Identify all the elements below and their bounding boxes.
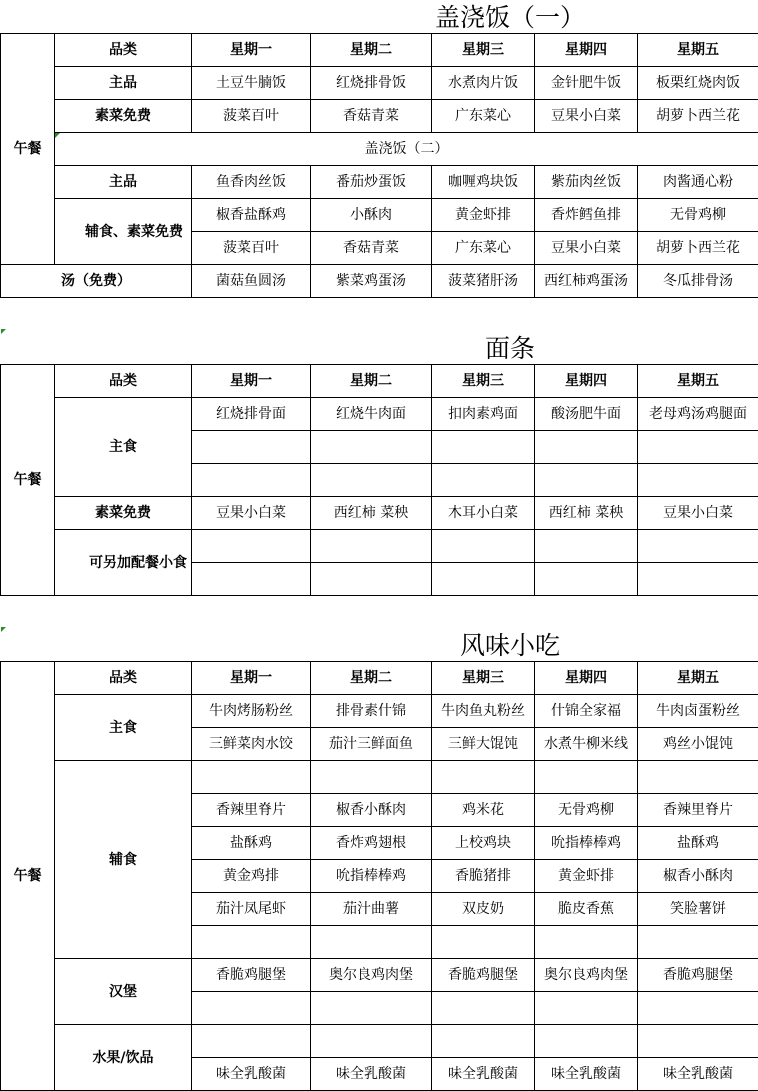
- menu-cell: 味全乳酸菌: [535, 1058, 638, 1091]
- menu-cell: 香脆鸡腿堡: [638, 959, 758, 992]
- section1-table: [0, 33, 758, 265]
- category-label: 主食: [55, 695, 192, 761]
- lunch-label: 午餐: [1, 365, 55, 596]
- category-label: 辅食: [55, 761, 192, 959]
- category-label: 素菜免费: [55, 497, 192, 530]
- section3-table: [0, 661, 758, 1091]
- menu-cell: 菌菇鱼圆汤: [192, 265, 311, 298]
- header-monday: 星期一: [192, 662, 311, 695]
- empty-cell: [192, 563, 311, 596]
- menu-cell: 无骨鸡柳: [535, 794, 638, 827]
- empty-cell: [535, 926, 638, 959]
- menu-cell: 味全乳酸菌: [432, 1058, 535, 1091]
- menu-cell: 胡萝卜西兰花: [638, 100, 758, 133]
- category-label: 汉堡: [55, 959, 192, 1025]
- header-thursday: 星期四: [535, 662, 638, 695]
- empty-cell: [432, 1025, 535, 1058]
- menu-cell: 金针肥牛饭: [535, 67, 638, 100]
- empty-cell: [535, 530, 638, 563]
- empty-cell: [192, 431, 311, 464]
- menu-cell: 吮指棒棒鸡: [535, 827, 638, 860]
- empty-cell: [432, 761, 535, 794]
- menu-cell: 老母鸡汤鸡腿面: [638, 398, 758, 431]
- menu-cell: 豆果小白菜: [535, 100, 638, 133]
- category-label: 汤（免费）: [1, 265, 192, 298]
- section2-title: 面条: [0, 335, 758, 363]
- empty-cell: [638, 563, 758, 596]
- menu-cell: 紫菜鸡蛋汤: [311, 265, 432, 298]
- lunch-label: 午餐: [1, 34, 55, 265]
- menu-cell: 吮指棒棒鸡: [311, 860, 432, 893]
- header-friday: 星期五: [638, 34, 758, 67]
- category-label: 主品: [55, 166, 192, 199]
- menu-cell: 板栗红烧肉饭: [638, 67, 758, 100]
- menu-cell: 香脆猪排: [432, 860, 535, 893]
- menu-cell: 香脆鸡腿堡: [432, 959, 535, 992]
- empty-cell: [432, 464, 535, 497]
- menu-cell: 香辣里脊片: [192, 794, 311, 827]
- menu-cell: 茄汁三鲜面鱼: [311, 728, 432, 761]
- menu-cell: 鸡丝小馄饨: [638, 728, 758, 761]
- empty-cell: [638, 926, 758, 959]
- section3-title: 风味小吃: [0, 632, 758, 660]
- menu-cell: 无骨鸡柳: [638, 199, 758, 232]
- menu-cell: 茄汁凤尾虾: [192, 893, 311, 926]
- empty-cell: [638, 431, 758, 464]
- header-category: 品类: [55, 34, 192, 67]
- menu-cell: 菠菜百叶: [192, 100, 311, 133]
- header-tuesday: 星期二: [311, 34, 432, 67]
- empty-cell: [432, 992, 535, 1025]
- menu-cell: 番茄炒蛋饭: [311, 166, 432, 199]
- header-tuesday: 星期二: [311, 365, 432, 398]
- menu-cell: 水煮肉片饭: [432, 67, 535, 100]
- menu-cell: 肉酱通心粉: [638, 166, 758, 199]
- menu-cell: 双皮奶: [432, 893, 535, 926]
- empty-cell: [311, 1025, 432, 1058]
- menu-cell: 香脆鸡腿堡: [192, 959, 311, 992]
- empty-cell: [535, 1025, 638, 1058]
- menu-cell: 西红柿 菜秧: [311, 497, 432, 530]
- empty-cell: [192, 761, 311, 794]
- menu-cell: 上校鸡块: [432, 827, 535, 860]
- menu-cell: 红烧排骨面: [192, 398, 311, 431]
- empty-cell: [192, 992, 311, 1025]
- menu-cell: 牛肉卤蛋粉丝: [638, 695, 758, 728]
- header-thursday: 星期四: [535, 34, 638, 67]
- header-category: 品类: [55, 662, 192, 695]
- menu-cell: 盐酥鸡: [638, 827, 758, 860]
- empty-cell: [192, 464, 311, 497]
- header-wednesday: 星期三: [432, 365, 535, 398]
- menu-cell: 味全乳酸菌: [638, 1058, 758, 1091]
- empty-cell: [311, 761, 432, 794]
- empty-cell: [535, 761, 638, 794]
- menu-cell: 香炸鳕鱼排: [535, 199, 638, 232]
- category-label: 辅食、素菜免费: [55, 199, 192, 265]
- cell-marker: [1, 329, 6, 334]
- section1-title: 盖浇饭（一）: [0, 4, 758, 32]
- menu-cell: 菠菜百叶: [192, 232, 311, 265]
- menu-cell: 牛肉鱼丸粉丝: [432, 695, 535, 728]
- empty-cell: [535, 431, 638, 464]
- section1-subtitle: 盖浇饭（二）: [55, 133, 758, 166]
- empty-cell: [432, 431, 535, 464]
- menu-cell: 菠菜猪肝汤: [432, 265, 535, 298]
- empty-cell: [432, 563, 535, 596]
- menu-cell: 奥尔良鸡肉堡: [311, 959, 432, 992]
- header-monday: 星期一: [192, 34, 311, 67]
- menu-cell: 西红柿 菜秧: [535, 497, 638, 530]
- section1-soup-table: [0, 264, 758, 298]
- section2-table: [0, 364, 758, 596]
- header-friday: 星期五: [638, 365, 758, 398]
- menu-cell: 豆果小白菜: [192, 497, 311, 530]
- menu-cell: 豆果小白菜: [535, 232, 638, 265]
- empty-cell: [311, 563, 432, 596]
- empty-cell: [192, 1025, 311, 1058]
- menu-cell: 味全乳酸菌: [311, 1058, 432, 1091]
- category-label: 主食: [55, 398, 192, 497]
- menu-cell: 黄金虾排: [535, 860, 638, 893]
- empty-cell: [535, 992, 638, 1025]
- empty-cell: [638, 992, 758, 1025]
- menu-cell: 紫茄肉丝饭: [535, 166, 638, 199]
- menu-cell: 黄金鸡排: [192, 860, 311, 893]
- menu-cell: 椒香盐酥鸡: [192, 199, 311, 232]
- menu-cell: 鸡米花: [432, 794, 535, 827]
- empty-cell: [192, 926, 311, 959]
- menu-cell: 土豆牛腩饭: [192, 67, 311, 100]
- menu-cell: 水煮牛柳米线: [535, 728, 638, 761]
- header-category: 品类: [55, 365, 192, 398]
- menu-cell: 牛肉烤肠粉丝: [192, 695, 311, 728]
- menu-cell: 排骨素什锦: [311, 695, 432, 728]
- menu-cell: 广东菜心: [432, 232, 535, 265]
- category-label: 水果/饮品: [55, 1025, 192, 1091]
- empty-cell: [638, 1025, 758, 1058]
- menu-cell: 香菇青菜: [311, 232, 432, 265]
- empty-cell: [311, 464, 432, 497]
- menu-cell: 盐酥鸡: [192, 827, 311, 860]
- menu-cell: 广东菜心: [432, 100, 535, 133]
- empty-cell: [311, 926, 432, 959]
- menu-cell: 红烧牛肉面: [311, 398, 432, 431]
- menu-cell: 木耳小白菜: [432, 497, 535, 530]
- lunch-label: 午餐: [1, 662, 55, 1091]
- menu-cell: 小酥肉: [311, 199, 432, 232]
- empty-cell: [311, 530, 432, 563]
- menu-cell: 香炸鸡翅根: [311, 827, 432, 860]
- empty-cell: [638, 761, 758, 794]
- header-thursday: 星期四: [535, 365, 638, 398]
- cell-marker: [55, 133, 60, 138]
- menu-cell: 三鲜大馄饨: [432, 728, 535, 761]
- menu-cell: 香辣里脊片: [638, 794, 758, 827]
- menu-cell: 味全乳酸菌: [192, 1058, 311, 1091]
- empty-cell: [535, 464, 638, 497]
- empty-cell: [638, 464, 758, 497]
- header-tuesday: 星期二: [311, 662, 432, 695]
- menu-cell: 椒香小酥肉: [638, 860, 758, 893]
- menu-cell: 冬瓜排骨汤: [638, 265, 758, 298]
- empty-cell: [638, 530, 758, 563]
- header-monday: 星期一: [192, 365, 311, 398]
- category-label: 素菜免费: [55, 100, 192, 133]
- menu-cell: 鱼香肉丝饭: [192, 166, 311, 199]
- menu-cell: 香菇青菜: [311, 100, 432, 133]
- header-wednesday: 星期三: [432, 662, 535, 695]
- empty-cell: [311, 992, 432, 1025]
- menu-cell: 什锦全家福: [535, 695, 638, 728]
- empty-cell: [432, 926, 535, 959]
- menu-cell: 扣肉素鸡面: [432, 398, 535, 431]
- menu-cell: 咖喱鸡块饭: [432, 166, 535, 199]
- menu-cell: 奥尔良鸡肉堡: [535, 959, 638, 992]
- empty-cell: [192, 530, 311, 563]
- menu-cell: 椒香小酥肉: [311, 794, 432, 827]
- category-label: 可另加配餐小食: [55, 530, 192, 596]
- empty-cell: [535, 563, 638, 596]
- menu-cell: 脆皮香蕉: [535, 893, 638, 926]
- menu-cell: 酸汤肥牛面: [535, 398, 638, 431]
- menu-cell: 三鲜菜肉水饺: [192, 728, 311, 761]
- menu-cell: 西红柿鸡蛋汤: [535, 265, 638, 298]
- menu-cell: 红烧排骨饭: [311, 67, 432, 100]
- category-label: 主品: [55, 67, 192, 100]
- menu-cell: 笑脸薯饼: [638, 893, 758, 926]
- menu-cell: 豆果小白菜: [638, 497, 758, 530]
- menu-cell: 茄汁曲薯: [311, 893, 432, 926]
- empty-cell: [311, 431, 432, 464]
- header-wednesday: 星期三: [432, 34, 535, 67]
- empty-cell: [432, 530, 535, 563]
- header-friday: 星期五: [638, 662, 758, 695]
- menu-cell: 胡萝卜西兰花: [638, 232, 758, 265]
- menu-cell: 黄金虾排: [432, 199, 535, 232]
